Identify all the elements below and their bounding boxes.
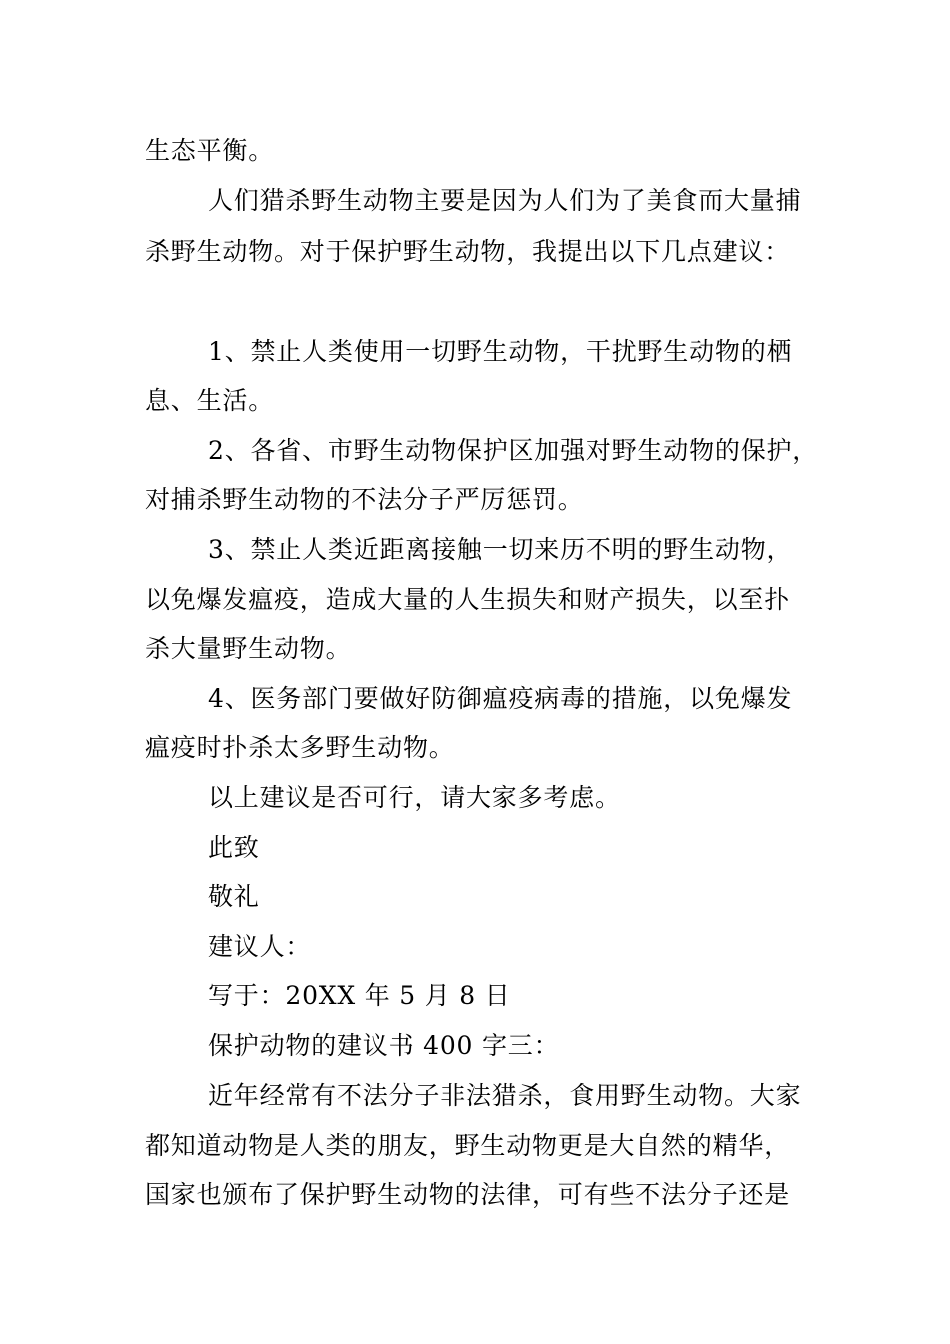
list-item-3-line: 杀大量野生动物。 bbox=[145, 634, 352, 663]
date-line: 写于：20XX 年 5 月 8 日 bbox=[208, 981, 511, 1010]
paragraph-line: 都知道动物是人类的朋友，野生动物更是大自然的精华， bbox=[145, 1131, 791, 1160]
closing-sentence: 以上建议是否可行，请大家多考虑。 bbox=[208, 783, 621, 812]
paragraph-line: 杀野生动物。对于保护野生动物，我提出以下几点建议： bbox=[145, 237, 791, 266]
paragraph-line: 近年经常有不法分子非法猎杀，食用野生动物。大家 bbox=[208, 1081, 802, 1110]
list-item-1-line: 1、禁止人类使用一切野生动物，干扰野生动物的栖 bbox=[208, 337, 793, 366]
list-item-1-line: 息、生活。 bbox=[145, 386, 275, 415]
signer-label: 建议人： bbox=[208, 932, 312, 961]
paragraph-line: 人们猎杀野生动物主要是因为人们为了美食而大量捕 bbox=[208, 186, 802, 215]
list-item-4-line: 4、医务部门要做好防御瘟疫病毒的措施，以免爆发 bbox=[208, 684, 793, 713]
list-item-2-line: 对捕杀野生动物的不法分子严厉惩罚。 bbox=[145, 485, 584, 514]
list-item-3-line: 以免爆发瘟疫，造成大量的人生损失和财产损失，以至扑 bbox=[145, 585, 791, 614]
list-item-2-line: 2、各省、市野生动物保护区加强对野生动物的保护， bbox=[208, 436, 819, 465]
list-item-3-line: 3、禁止人类近距离接触一切来历不明的野生动物， bbox=[208, 535, 793, 564]
section-heading: 保护动物的建议书 400 字三： bbox=[208, 1031, 560, 1060]
salutation: 此致 bbox=[208, 833, 260, 862]
paragraph-line: 生态平衡。 bbox=[145, 136, 275, 165]
paragraph-line: 国家也颁布了保护野生动物的法律，可有些不法分子还是 bbox=[145, 1180, 791, 1209]
list-item-4-line: 瘟疫时扑杀太多野生动物。 bbox=[145, 733, 455, 762]
regards: 敬礼 bbox=[208, 882, 260, 911]
